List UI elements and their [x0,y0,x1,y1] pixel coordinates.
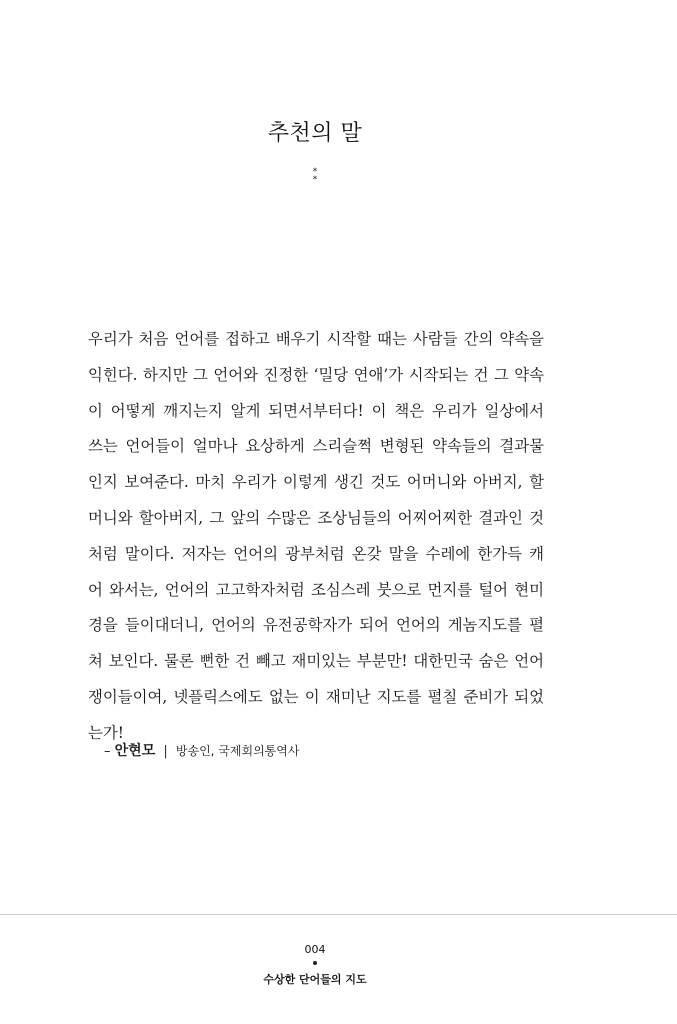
attribution [104,740,299,760]
body-line: 쟁이들이여, 넷플릭스에도 없는 이 재미난 지도를 펼칠 준비가 되었 [88,687,544,706]
attribution-role: 방송인, 국제회의통역사 [175,744,300,758]
body-line: 인지 보여준다. 마치 우리가 이렇게 생긴 것도 어머니와 아버지, 할 [88,473,544,492]
body-line: 쓰는 언어들이 얼마나 요상하게 스리슬쩍 변형된 약속들의 결과물 [88,437,544,456]
page-title: 추천의 말 [267,121,363,146]
body-line: 는가! [88,723,124,742]
recommendation-body [88,322,544,752]
footer-divider [0,914,677,915]
body-line: 우리가 처음 언어를 접하고 배우기 시작할 때는 사람들 간의 약속을 [88,330,544,348]
attribution-separator: | [163,744,168,759]
body-line: 처럼 말이다. 저자는 언어의 광부처럼 온갖 말을 수레에 한가득 캐 [88,544,544,563]
body-line: 어 와서는, 언어의 고고학자처럼 조심스레 붓으로 먼지를 털어 현미 [88,580,544,599]
body-line: 이 어떻게 깨지는지 알게 되면서부터다! 이 책은 우리가 일상에서 [88,401,544,420]
ornament-star-top: * [312,167,318,177]
asterism-ornament [0,168,630,184]
ornament-star-bottom: * [312,175,318,185]
attribution-dash: – [104,744,111,759]
running-book-title: 수상한 단어들의 지도 [263,973,367,986]
page-number: 004 [304,943,326,956]
body-line: 익힌다. 하지만 그 언어와 진정한 ‘밀당 연애’가 시작되는 건 그 약속 [88,365,544,384]
body-line: 경을 들이대더니, 언어의 유전공학자가 되어 언어의 게놈지도를 펼 [88,616,544,635]
attribution-name: 안현모 [114,743,156,759]
body-line: 머니와 할아버지, 그 앞의 수많은 조상님들의 어찌어찌한 결과인 것 [88,508,544,527]
body-line: 쳐 보인다. 물론 뻔한 건 빼고 재미있는 부분만! 대한민국 숨은 언어 [88,652,544,671]
footer-dot-ornament [313,961,317,965]
